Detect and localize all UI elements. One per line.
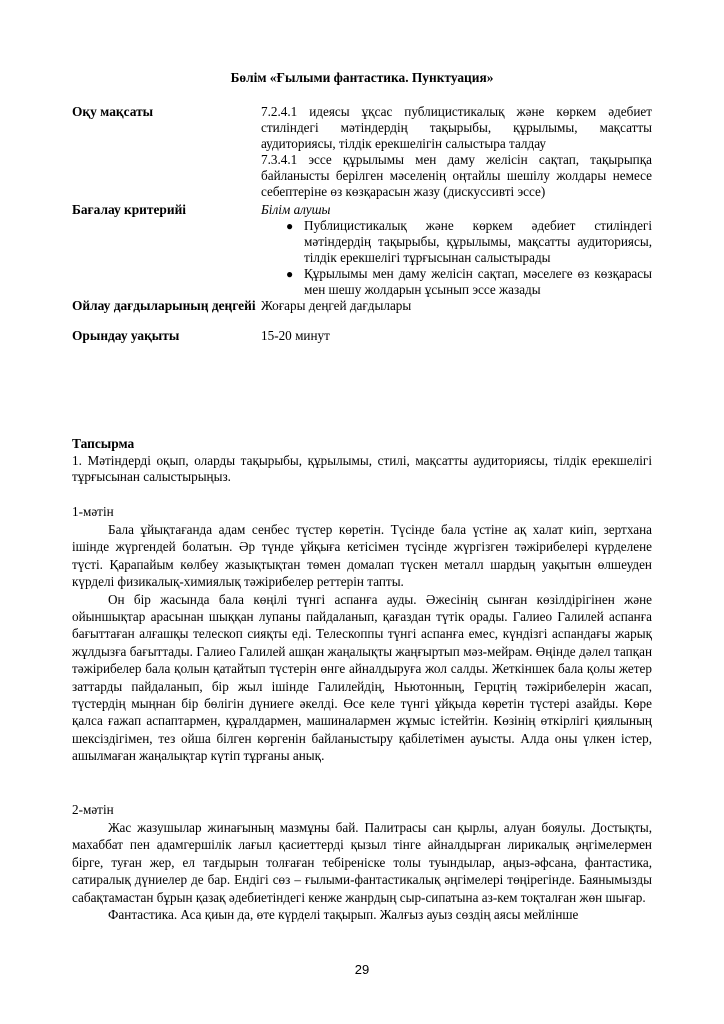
time-value: 15-20 минут (261, 328, 330, 343)
bullet-icon: ● (286, 267, 294, 281)
text-1-label: 1-мәтін (72, 504, 114, 519)
task-instruction: 1. Мәтіндерді оқып, оларды тақырыбы, құрылымы, стилі, мақсатты аудиториясы, тілдік ерекшелігі тұрғысынан салыстырыңыз. (72, 452, 652, 485)
thinking-level-value: Жоғары деңгей дағдылары (261, 298, 412, 313)
thinking-level-row (72, 298, 652, 314)
criteria-list (261, 218, 652, 298)
text-2-label: 2-мәтін (72, 802, 114, 817)
task-heading: Тапсырма (72, 436, 135, 451)
objective-label: Оқу мақсаты (72, 104, 154, 119)
time-row (72, 328, 652, 344)
text-2-paragraph-2: Фантастика. Аса қиын да, өте күрделі тақырып. Жалғыз ауыз сөздің аясы мейлінше (108, 907, 579, 923)
criteria-row (72, 202, 652, 298)
time-label: Орындау уақыты (72, 328, 180, 343)
objective-2: 7.3.4.1 эссе құрылымы мен даму желісін сақтап, тақырыпқа байланысты берілген мәселенің оңтайлы шешілу жолдары немесе себептеріне өз көзқарасын жазу (дискуссивті эссе) (261, 152, 652, 199)
criteria-intro: Білім алушы (261, 202, 331, 217)
page-number: 29 (354, 962, 370, 977)
criteria-label: Бағалау критерийі (72, 202, 187, 217)
objective-1: 7.2.4.1 идеясы ұқсас публицистикалық және көркем әдебиет стиліндегі мәтіндердің тақырыбы, құрылымы, мақсатты аудиториясы, тілдік ерекшелігін салыстыра талдау (261, 104, 652, 151)
bullet-icon: ● (286, 219, 294, 233)
text-1-paragraph-1: Бала ұйықтағанда адам сенбес түстер көретін. Түсінде бала үстіне ақ халат киіп, зертхана ішінде жүргендей болатын. Әр түнде ұйқыға кетісімен түсінде жүргізген тәжірибелері күрделене түсті. Қарапайым көлбеу жазықтықтан төмен домалап түскен металл шардың уақытын өлшеуден күрделі физикалық-химиялық тәжірибелер реттерін тапты. (72, 522, 652, 590)
objective-row (72, 104, 652, 200)
criteria-item: ● Публицистикалық және көркем әдебиет стиліндегі мәтіндердің тақырыбы, құрылымы, мақсатты аудиториясы, тілдік ерекшелігі тұрғысынан салыстырады (286, 218, 652, 265)
text-2-paragraph-1: Жас жазушылар жинағының мазмұны бай. Палитрасы сан қырлы, алуан бояулы. Достықты, махаббат пен адамгершілік лағыл қасиеттерді қызыл тінге айналдырған лирикалық әңгімелермен бірге, туған жер, ел тағдырын толғаған тебіреніске толы туындылар, аңыз-әфсана, фантастика, сатиралық дүниелер де бар. Ендігі сөз – ғылыми-фантастикалық әңгімелері төңірегінде. Баянымызды сабақтамастан бұрын қазақ әдебиетіндегі кенже жанрдың сыр-сипатына аз-кем тоқталған жөн шығар. (72, 820, 652, 905)
page-title: Бөлім «Ғылыми фантастика. Пунктуация» (230, 70, 494, 85)
lesson-meta-table (72, 104, 652, 344)
objective-value (261, 104, 652, 200)
task-section (72, 436, 652, 486)
criteria-item: ● Құрылымы мен даму желісін сақтап, мәселеге өз көзқарасы мен шешу жолдарын ұсынып эссе жазады (286, 266, 652, 297)
text-1-paragraph-2: Он бір жасында бала көңілі түнгі аспанға ауды. Әжесінің сынған көзілдірігінен және ойыншықтар арасынан шыққан лупаны пайдаланып, қағаздан түтік орады. Галиео Галилей аспанға бағыттаған алғашқы телескоп сияқты еді. Телескоппы түнгі аспанға емес, күндізгі аспандағы жарық жұлдызға бағыттады. Галиео Галилей ашқан жаңалықты жаңғыртып мәз-мейрам. Өңінде дәлел тапқан тәжірибелер бала қолын қатайтып түстерін өнге айналдыруға жол салды. Жеткіншек бала қолы жетер заттарды пайдаланып, бір жыл ішінде Галилейдің, Ньютонның, Герцтің тәжірибелерін жасап, түстердің мыңнан бір бөлігін дүниеге әкелді. Өсе келе түнгі ұйқыда көретін түстері азайды. Көре қалса ғажап аспаптармен, құралдармен, машиналармен жұмыс істейтін. Көзінің өткірлігі қиялының шексіздігімен, тез ойша білген көргенін байланыстыру қабілетімен ауысты. Алда оны үлкен істер, ашылмаған жаңалықтар күтіп тұрғаны анық. (72, 591, 652, 764)
thinking-level-label: Ойлау дағдыларының деңгейі (72, 298, 256, 313)
criteria-value (261, 202, 652, 298)
text-1-body (72, 521, 652, 765)
text-2-body (72, 819, 652, 923)
